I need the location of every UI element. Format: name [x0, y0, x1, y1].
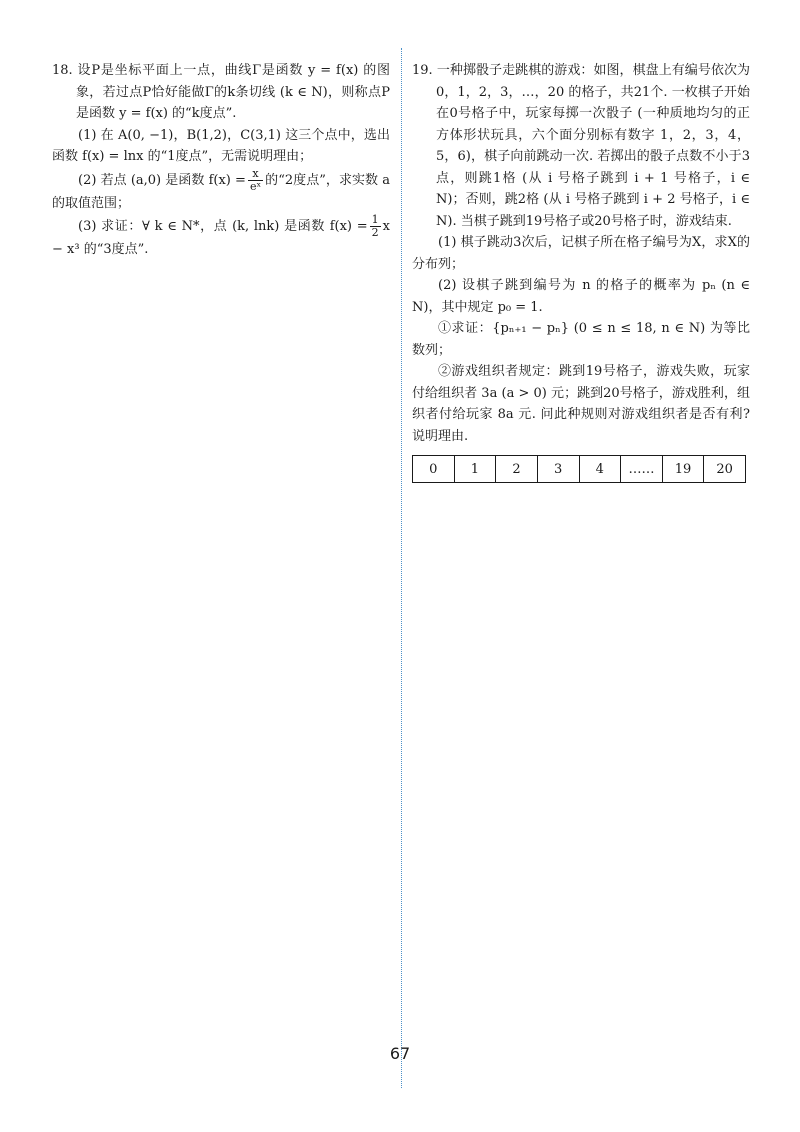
board-cell-19: 19 — [662, 456, 704, 483]
page-number: 67 — [389, 1044, 411, 1063]
board-cell-ellipsis: …… — [621, 456, 663, 483]
fraction-denominator: 2 — [371, 226, 379, 239]
q18-part2-post: 的“2度点”，求实数 a 的取值范围； — [52, 172, 390, 211]
q18-part3-pre: (3) 求证：∀ k ∈ N*，点 (k, lnk) 是函数 f(x) = — [78, 219, 368, 234]
board-cell-2: 2 — [496, 456, 538, 483]
q19-part2: (2) 设棋子跳到编号为 n 的格子的概率为 pₙ (n ∈ N)，其中规定 p₀ = 1. — [412, 278, 750, 315]
column-divider — [401, 48, 402, 1088]
q19-part2-i: ①求证：{pₙ₊₁ − pₙ} (0 ≤ n ≤ 18, n ∈ N) 为等比数列； — [412, 321, 750, 358]
board-cell-20: 20 — [704, 456, 746, 483]
q18-part1: (1) 在 A(0, −1)，B(1,2)，C(3,1) 这三个点中，选出函数 f(x) = lnx 的“1度点”，无需说明理由； — [52, 127, 390, 164]
q18-part3-post: x − x³ 的“3度点”. — [52, 219, 390, 257]
fraction-denominator: eˣ — [249, 179, 262, 193]
board-cell-4: 4 — [579, 456, 621, 483]
q19-part2-ii: ②游戏组织者规定：跳到19号格子，游戏失败，玩家付给组织者 3a (a > 0) 元；跳到20号格子，游戏胜利，组织者付给玩家 8a 元. 问此种规则对游戏组织者是否有利? 说明理由. — [412, 364, 750, 444]
q18-part2-fraction — [248, 168, 263, 193]
board-row — [413, 456, 746, 483]
question-18 — [52, 60, 390, 261]
q19-intro: 19. 一种掷骰子走跳棋的游戏：如图，棋盘上有编号依次为 0，1，2，3，…，20 的格子，共21个. 一枚棋子开始在0号格子中，玩家每掷一次骰子 (一种质地均匀的正方体形状玩具，六个面分别标有数字 1，2，3，4，5，6)，棋子向前跳动一次. 若掷出的骰子点数不小于3点，则跳1格 (从 i 号格子跳到 i + 1 号格子，i ∈ N)；否则，跳2格 (从 i 号格子跳到 i + 2 号格子，i ∈ N). 当棋子跳到19号格子或20号格子时，游戏结束. — [412, 63, 750, 229]
fraction-numerator: x — [248, 168, 263, 181]
q18-part2-pre: (2) 若点 (a,0) 是函数 f(x) = — [78, 172, 246, 188]
fraction-numerator: 1 — [371, 213, 379, 226]
question-19 — [412, 60, 750, 483]
q18-part3-fraction — [370, 214, 381, 239]
board-cell-1: 1 — [454, 456, 496, 483]
game-board — [412, 455, 746, 483]
q18-part2 — [52, 168, 390, 215]
q19-part1: (1) 棋子跳动3次后，记棋子所在格子编号为X，求X的分布列； — [412, 235, 750, 272]
q18-part3 — [52, 214, 390, 261]
board-cell-3: 3 — [537, 456, 579, 483]
q18-intro: 18. 设P是坐标平面上一点，曲线Γ是函数 y = f(x) 的图象，若过点P恰好能做Γ的k条切线 (k ∈ N)，则称点P是函数 y = f(x) 的“k度点”. — [52, 63, 390, 121]
board-cell-0: 0 — [413, 456, 455, 483]
